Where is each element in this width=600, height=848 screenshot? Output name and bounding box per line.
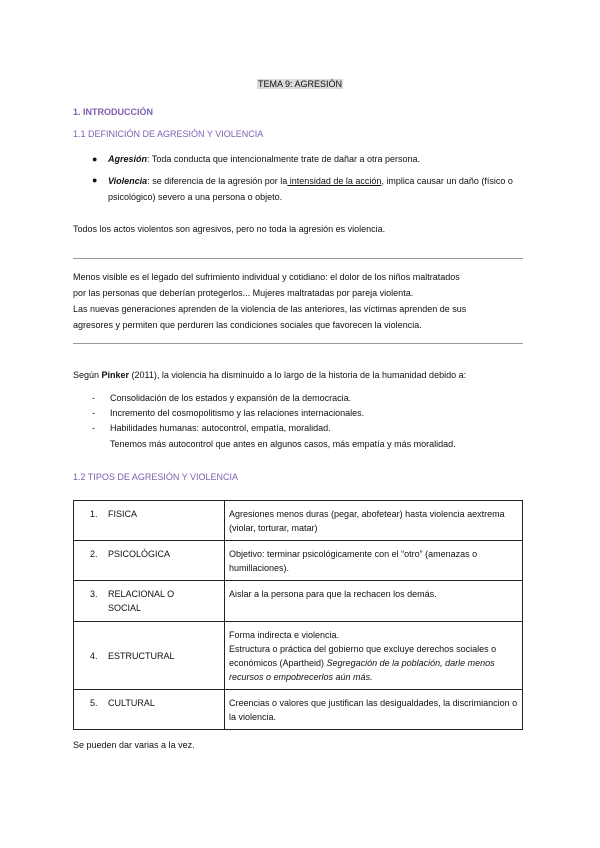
divider bbox=[73, 343, 523, 344]
bullet-dot: ● bbox=[92, 154, 98, 164]
type-cell: 2. PSICOLÓGICA bbox=[74, 541, 225, 581]
table-row bbox=[74, 622, 523, 690]
definition-violencia: Violencia: se diferencia de la agresión por la intensidad de la acción, implica causar un daño (físico o psicológico) severo a una persona o objeto. bbox=[108, 176, 513, 202]
divider bbox=[73, 258, 523, 259]
pinker-note: Tenemos más autocontrol que antes en algunos casos, más empatía y más moralidad. bbox=[110, 439, 456, 449]
section-tipos-heading: 1.2 TIPOS DE AGRESIÓN Y VIOLENCIA bbox=[73, 472, 239, 482]
section-definicion-heading: 1.1 DEFINICIÓN DE AGRESIÓN Y VIOLENCIA bbox=[73, 129, 264, 139]
definition-agresion: Agresión: Toda conducta que intencionalmente trate de dañar a otra persona. bbox=[108, 154, 421, 164]
desc-cell: Agresiones menos duras (pegar, abofetear) hasta violencia aextrema (violar, torturar, matar) bbox=[225, 501, 523, 541]
legacy-paragraph: Menos visible es el legado del sufrimiento individual y cotidiano: el dolor de los niños maltratados por las personas que deberían protegerlos... Mujeres maltratadas por pareja violenta. Las nuevas generaciones aprenden de la violencia de las anteriores, las víctimas aprenden de sus agresores y permiten que perduren las condiciones sociales que favorecen la violencia. bbox=[73, 272, 467, 330]
term-violencia: Violencia bbox=[108, 176, 148, 186]
term-agresion: Agresión bbox=[108, 154, 148, 164]
desc-cell: Creencias o valores que justifican las desigualdades, la discrimiancion o la violencia. bbox=[225, 690, 523, 730]
list-item: Incremento del cosmopolitismo y las relaciones internacionales. bbox=[110, 408, 365, 418]
title-text: TEMA 9: AGRESIÓN bbox=[257, 79, 343, 89]
page-title bbox=[0, 77, 600, 91]
table-row bbox=[74, 690, 523, 730]
type-cell: 5. CULTURAL bbox=[74, 690, 225, 730]
types-table bbox=[73, 500, 523, 730]
type-cell: 4. ESTRUCTURAL bbox=[74, 622, 225, 690]
desc-cell: Aislar a la persona para que la rechacen los demás. bbox=[225, 581, 523, 622]
list-item: Habilidades humanas: autocontrol, empatía, moralidad. bbox=[110, 423, 331, 433]
summary-text: Todos los actos violentos son agresivos, pero no toda la agresión es violencia. bbox=[73, 224, 386, 234]
table-row bbox=[74, 541, 523, 581]
table-row bbox=[74, 501, 523, 541]
type-cell: 1. FISICA bbox=[74, 501, 225, 541]
type-cell: 3. RELACIONAL O SOCIAL bbox=[74, 581, 225, 622]
pinker-name: Pinker bbox=[101, 370, 130, 380]
desc-cell: Objetivo: terminar psicológicamente con el “otro” (amenazas o humillaciones). bbox=[225, 541, 523, 581]
footer-note: Se pueden dar varias a la vez. bbox=[73, 740, 195, 750]
table-row bbox=[74, 581, 523, 622]
bullet-dot: ● bbox=[92, 175, 98, 185]
section-introduccion-heading: 1. INTRODUCCIÓN bbox=[73, 107, 154, 117]
desc-cell: Forma indirecta e violencia. Estructura o práctica del gobierno que excluye derechos sociales o económicos (Apartheid) Segregación de la población, darle menos recursos o empobrecerlos aún más. bbox=[225, 622, 523, 690]
pinker-intro: Según Pinker (2011), la violencia ha disminuido a lo largo de la historia de la humanidad debido a: bbox=[73, 370, 467, 380]
list-item: Consolidación de los estados y expansión de la democracia. bbox=[110, 393, 352, 403]
